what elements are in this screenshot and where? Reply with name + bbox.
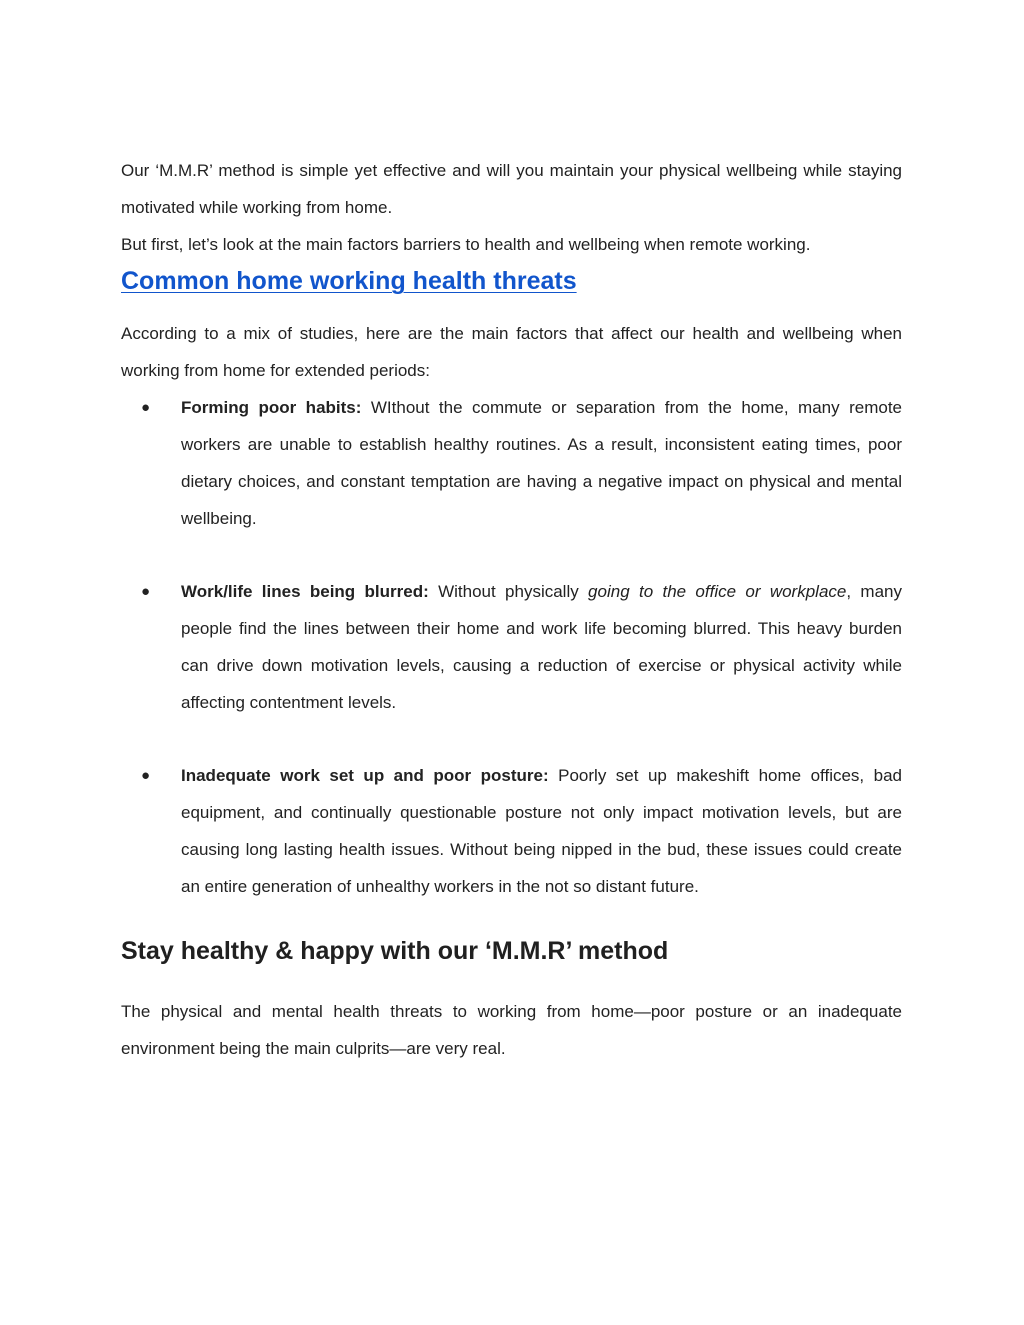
list-item-description: WIthout the commute or separation from the home, many remote workers are unable to establish healthy routines. As a result, inconsistent eating times, poor dietary choices, and constant temptation are having a negative impact on physical and mental wellbeing. <box>181 398 902 528</box>
section-heading-mmr-method: Stay healthy & happy with our ‘M.M.R’ method <box>121 937 669 965</box>
list-item-poor-posture <box>121 757 902 905</box>
list-item-term: Inadequate work set up and poor posture: <box>181 766 549 785</box>
bullet-icon: ● <box>141 399 151 416</box>
section-heading-health-threats <box>121 263 902 299</box>
document-page <box>121 152 902 1067</box>
threats-list <box>121 389 902 905</box>
list-item-poor-habits <box>121 389 902 537</box>
intro-paragraph-method: Our ‘M.M.R’ method is simple yet effective and will you maintain your physical wellbeing while staying motivated while working from home. <box>121 161 902 217</box>
list-item-text <box>181 757 902 905</box>
list-item-term: Work/life lines being blurred: <box>181 582 429 601</box>
list-item-term: Forming poor habits: <box>181 398 362 417</box>
list-item-work-life-blurred <box>121 573 902 721</box>
bullet-icon: ● <box>141 583 151 600</box>
list-item-emphasis: going to the office or workplace <box>588 582 847 601</box>
list-item-description: Without physically <box>428 582 589 601</box>
bullet-icon: ● <box>141 767 151 784</box>
list-item-text <box>181 573 902 721</box>
mmr-intro-paragraph: The physical and mental health threats to working from home—poor posture or an inadequate environment being the main culprits—are very real. <box>121 1002 902 1058</box>
intro-paragraph-barriers: But first, let’s look at the main factors barriers to health and wellbeing when remote working. <box>121 235 811 254</box>
list-item-text <box>181 389 902 537</box>
list-item-description-continued: , many people find the lines between their home and work life becoming blurred. This heavy burden can drive down motivation levels, causing a reduction of exercise or physical activity while affecting contentment levels. <box>181 582 902 712</box>
studies-paragraph: According to a mix of studies, here are the main factors that affect our health and wellbeing when working from home for extended periods: <box>121 324 902 380</box>
list-item-description: Poorly set up makeshift home offices, bad equipment, and continually questionable posture not only impact motivation levels, but are causing long lasting health issues. Without being nipped in the bud, these issues could create an entire generation of unhealthy workers in the not so distant future. <box>181 766 902 896</box>
health-threats-heading-link[interactable]: Common home working health threats <box>121 267 577 295</box>
